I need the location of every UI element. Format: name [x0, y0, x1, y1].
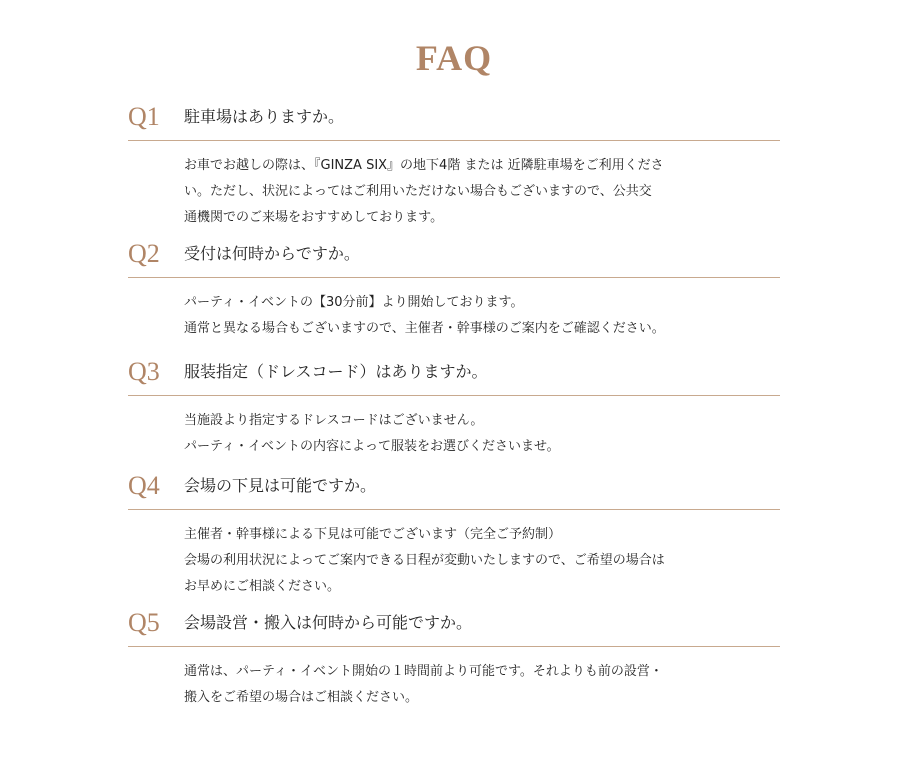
- answer-line: 主催者・幹事様による下見は可能でございます（完全ご予約制）: [184, 527, 562, 542]
- faq-item-q2: [128, 237, 780, 342]
- faq-item-q5: [128, 606, 780, 711]
- question-row[interactable]: [128, 469, 780, 510]
- faq-item-q3: [128, 355, 780, 460]
- question-number: Q3: [128, 357, 160, 386]
- answer-line: 当施設より指定するドレスコードはございません。: [184, 413, 484, 428]
- answer-text: [184, 153, 774, 231]
- question-row[interactable]: [128, 237, 780, 278]
- question-text: 会場設営・搬入は何時から可能ですか。: [184, 613, 473, 632]
- question-row[interactable]: [128, 606, 780, 647]
- answer-text: [184, 659, 774, 711]
- faq-item-q1: [128, 100, 780, 231]
- answer-text: [184, 522, 774, 600]
- answer-line: 通常は、パーティ・イベント開始の１時間前より可能です。それよりも前の設営・: [184, 664, 663, 679]
- answer-line: パーティ・イベントの【30分前】より開始しております。: [184, 295, 524, 310]
- question-text: 受付は何時からですか。: [184, 244, 360, 263]
- answer-line: パーティ・イベントの内容によって服装をお選びくださいませ。: [184, 439, 560, 454]
- question-text: 会場の下見は可能ですか。: [184, 476, 377, 495]
- answer-line: 搬入をご希望の場合はご相談ください。: [184, 690, 419, 705]
- answer-line: い。ただし、状況によってはご利用いただけない場合もございますので、公共交: [184, 184, 652, 199]
- question-text: 服装指定（ドレスコード）はありますか。: [184, 362, 488, 381]
- answer-line: お早めにご相談ください。: [184, 579, 341, 594]
- answer-line: 通機関でのご来場をおすすめしております。: [184, 210, 444, 225]
- question-text: 駐車場はありますか。: [184, 107, 345, 126]
- question-number: Q5: [128, 608, 160, 637]
- question-number: Q4: [128, 471, 160, 500]
- question-number: Q1: [128, 102, 160, 131]
- question-row[interactable]: [128, 100, 780, 141]
- question-number: Q2: [128, 239, 160, 268]
- answer-text: [184, 408, 774, 460]
- faq-item-q4: [128, 469, 780, 600]
- answer-text: [184, 290, 774, 342]
- answer-line: 通常と異なる場合もございますので、主催者・幹事様のご案内をご確認ください。: [184, 321, 665, 336]
- answer-line: 会場の利用状況によってご案内できる日程が変動いたしますので、ご希望の場合は: [184, 553, 665, 568]
- question-row[interactable]: [128, 355, 780, 396]
- faq-title: FAQ: [415, 38, 493, 78]
- answer-line: お車でお越しの際は、『GINZA SIX』の地下4階 または 近隣駐車場をご利用くださ: [184, 158, 664, 173]
